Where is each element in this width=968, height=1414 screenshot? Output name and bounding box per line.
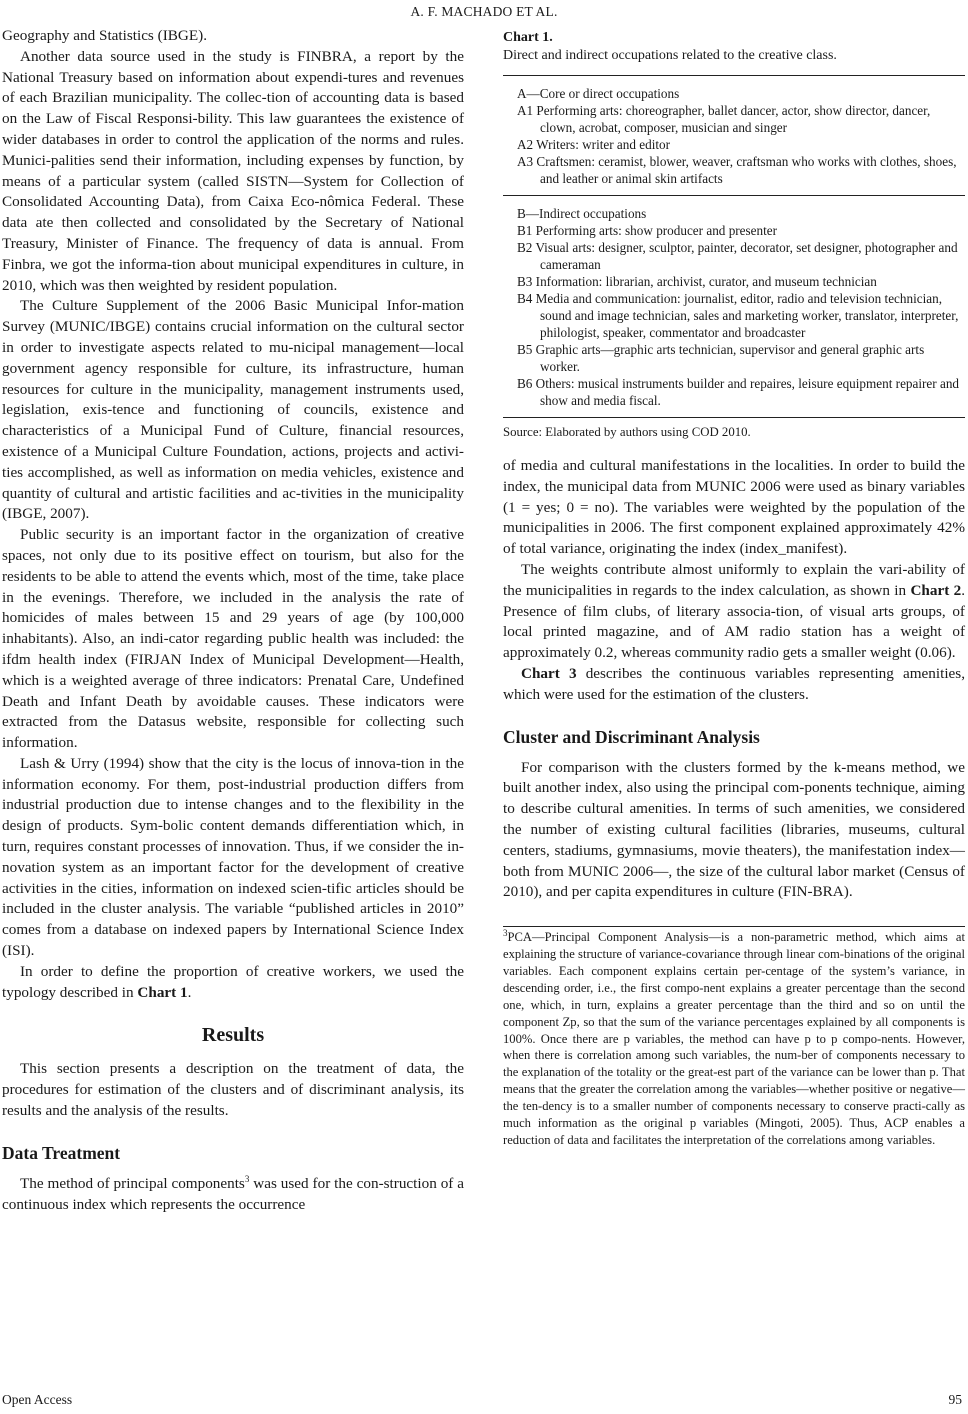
chart-1-title: Chart 1. — [503, 30, 553, 45]
list-item: B5 Graphic arts—graphic arts technician, supervisor and general graphic arts worker. — [517, 342, 925, 374]
divider — [503, 417, 965, 418]
group-heading: B—Indirect occupations — [517, 206, 647, 221]
paragraph-cluster: For comparison with the clusters formed by the k-means method, we built another index, also using the principal com-ponents technique, aiming to describe cultural amenities. In terms of such amenities, we considered the number of existing cultural facilities (libraries, museums, cultural centers, stadiums, gymnasiums, movie theaters), the manifestation index—both from MUNIC 2006—, the size of the cultural labor market (Census of 2010), and per capita expenditures in culture (FIN-BRA). — [503, 758, 965, 901]
paragraph-public-security: Public security is an important factor in the organization of creative spaces, not only due to its positive effect on tourism, but also for the residents to be able to attend the events which, most of the time, take place in the evenings. Therefore, we included in the analysis the rate of homicides of males between 15 and 29 years of age (by 100,000 inhabitants). Also, an indi-cator regarding public health was included: the ifdm health index (FIRJAN Index of Municipal Development—Health, which is a weighted average of three indicators: Prenatal Care, Undefined Death and Infant Death by avoidable causes. These indicators were extracted from the Datasus website, responsible for collecting such information. — [2, 526, 464, 752]
list-item: B3 Information: librarian, archivist, curator, and museum technician — [517, 274, 877, 289]
list-item: B1 Performing arts: show producer and presenter — [517, 223, 778, 238]
list-item: A3 Craftsmen: ceramist, blower, weaver, craftsman who works with clothes, shoes, and leather or animal skin artifacts — [517, 154, 957, 186]
paragraph-weights — [503, 560, 965, 664]
footnote-3 — [503, 929, 965, 1149]
chart-1-group-b — [503, 196, 965, 417]
text: . Presence of film clubs, of literary associa-tion, of visual arts groups, of local printed magazine, and of AM radio station has a weight of approximately 0.2, whereas community radio gets a smaller weight (0.06). — [503, 581, 966, 662]
page-number: 95 — [948, 1392, 962, 1407]
paragraph-munic: The Culture Supplement of the 2006 Basic Municipal Infor-mation Survey (MUNIC/IBGE) contains crucial information on the cultural sector in order to investigate aspects related to mu-nicipal management—local government agency responsible for culture, its infrastructure, human resources for culture in the municipality, management instruments used, legislation, exis-tence and functioning of councils, existence and characteristics of a Municipal Fund of Culture, financial resources, existence of a Municipal Culture Foundation, actions, projects and activi-ties accomplished, as well as information on media vehicles, existence and quantity of cultural and artistic facilities and ac-tivities in the municipality (IBGE, 2007). — [2, 297, 464, 523]
chart-1 — [503, 29, 965, 440]
paragraph-typology — [2, 962, 464, 1004]
running-head: A. F. MACHADO ET AL. — [410, 4, 558, 19]
group-heading: A—Core or direct occupations — [517, 86, 680, 101]
paragraph: Geography and Statistics (IBGE). — [2, 27, 207, 44]
footnote-text: PCA—Principal Component Analysis—is a non-parametric method, which aims at explaining the structure of variance-covariance through linear com-binations of the original variables. Each component explains certain per-centage of the system’s variance, in descending order, i.e., the first compo-nent explains a greater percentage than the second one, which, in turn, explains a greater percentage than the third and so on until the component Zp, so that the sum of the variance percentages explained by all components is 100%. Once there are p variables, the method can have p to p compo-nents. However, when there is correlation among such variables, the num-ber of components necessary to the explanation of the totality or the great-est part of the variance can be lower than p. That means that the greater the correlation among the variables—whether positive or negative—the ten-dency is to a smaller number of components necessary to conserve practi-cally as much information as the original p variables (Mingoti, 2005). Thus, ACP enables a reduction of data and facilitates the interpretation of the correlations among variables. — [503, 930, 965, 1148]
section-heading-results: Results — [201, 1024, 265, 1047]
paragraph-finbra: Another data source used in the study is FINBRA, a report by the National Treasury based on information about expendi-tures and revenues of each Brazilian municipality. The collec-tion of accounting data is based on the Law of Fiscal Responsi-bility. This law guarantees the existence of wider databases in order to control the application of the norms and rules. Munici-palities send their information, including expenses by function, by means of a particular system (called SISTN—System for Collection of Consolidated Accounting Data), from Caixa Eco-nômica Federal. These data ate then collected and consolidated by the Secretary of National Treasury, Minister of Finance. The frequency of data is annual. From Finbra, we got the informa-tion about municipal expenditures in culture, in 2010, which was then weighted by resident population. — [2, 47, 464, 294]
paragraph-chart-3 — [503, 664, 965, 706]
subsection-heading-data-treatment: Data Treatment — [2, 1142, 121, 1163]
list-item: B4 Media and communication: journalist, editor, radio and television technician, sound and image technician, sales and marketing worker, translator, interpreter, philologist, speaker, commentator and broadcaster — [517, 291, 959, 340]
paragraph-results: This section presents a description on the treatment of data, the procedures for estimation of the clusters and of discriminant analysis, its results and the analysis of the results. — [2, 1060, 464, 1120]
chart-3-reference[interactable]: Chart 3 — [521, 664, 577, 682]
list-item: A1 Performing arts: choreographer, ballet dancer, actor, show director, dancer, clown, acrobat, composer, musician and singer — [517, 103, 931, 135]
text: . — [187, 983, 192, 1001]
text: describes the continuous variables representing amenities, which were used for the estimation of the clusters. — [503, 664, 965, 703]
chart-1-caption: Direct and indirect occupations related to the creative class. — [503, 48, 837, 63]
list-item: B2 Visual arts: designer, sculptor, painter, decorator, set designer, photographer and cameraman — [517, 240, 958, 272]
list-item: B6 Others: musical instruments builder and repaires, leisure equipment repairer and show and media fiscal. — [517, 376, 960, 408]
chart-1-source: Source: Elaborated by authors using COD 2010. — [503, 425, 751, 439]
paragraph-index: of media and cultural manifestations in the localities. In order to build the index, the municipal data from MUNIC 2006 were used as binary variables (1 = yes; 0 = no). The variables were weighted by the population of the municipalities in 2006. The first component explained approximately 42% of total variance, originating the index (index_manifest). — [503, 457, 965, 558]
chart-2-reference[interactable]: Chart 2 — [910, 581, 962, 599]
footer-open-access: Open Access — [2, 1392, 73, 1407]
text: The method of principal components — [20, 1174, 245, 1192]
footnote-mark: 3 — [503, 927, 508, 938]
left-column — [2, 26, 464, 1215]
right-column — [503, 26, 965, 1149]
subsection-heading-cluster-analysis: Cluster and Discriminant Analysis — [503, 726, 760, 747]
chart-1-group-a — [503, 76, 965, 195]
chart-1-reference[interactable]: Chart 1 — [137, 983, 188, 1001]
text: The weights contribute almost uniformly to explain the vari-ability of the municipalities in regards to the index calculation, as shown in — [503, 560, 965, 599]
list-item: A2 Writers: writer and editor — [517, 137, 671, 152]
footnote-divider — [503, 926, 965, 927]
paragraph-data-treatment — [2, 1174, 464, 1216]
footnote-reference-3[interactable]: 3 — [244, 1173, 250, 1184]
text: In order to define the proportion of creative workers, we used the typology described in — [2, 962, 464, 1001]
chart-1-body — [503, 76, 965, 418]
paragraph-lash-urry: Lash & Urry (1994) show that the city is the locus of innova-tion in the information economy. For them, post-industrial production differs from industrial production due to intense changes and to the flexibility in the design of products. Sym-bolic content demands differentiation which, in turn, requires constant processes of innovation. Thus, if we consider the in-novation system as an important factor for the development of creative activities in the cities, information on indexed scien-tific articles should be included in the cluster analysis. The variable “published articles in 2010” comes from a database on indexed papers by International Science Index (ISI). — [2, 754, 464, 960]
text: was used for the con-struction of a continuous index which represents the occurrence — [2, 1174, 465, 1213]
